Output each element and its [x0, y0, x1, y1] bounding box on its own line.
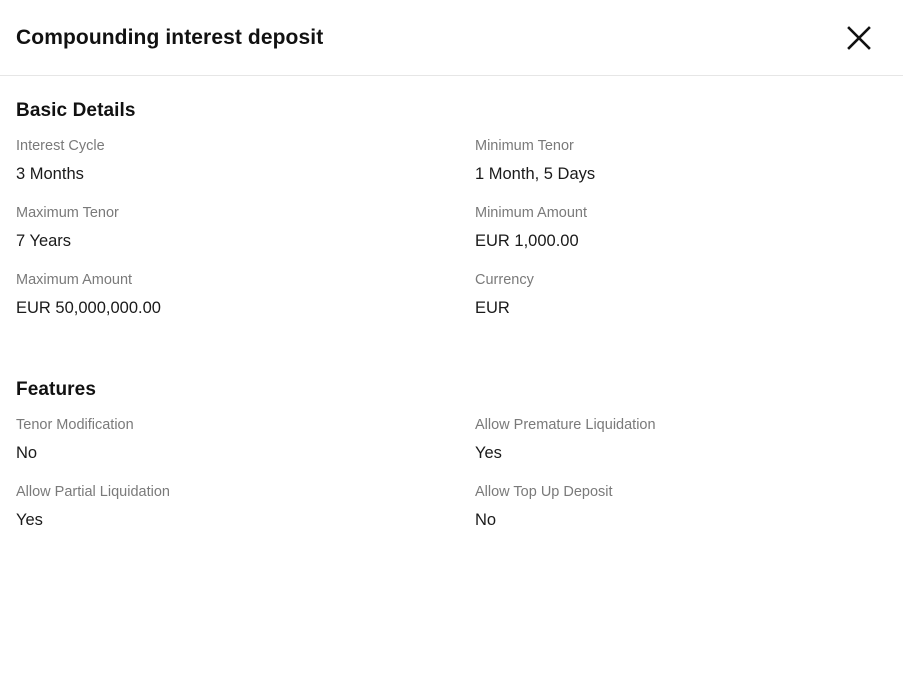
section-basic-details	[16, 100, 887, 337]
close-button[interactable]	[837, 16, 881, 60]
field-value: No	[475, 511, 497, 530]
dialog-body	[0, 76, 903, 690]
field-minimum-amount	[475, 203, 887, 270]
field-value: EUR 1,000.00	[475, 232, 579, 251]
field-label: Interest Cycle	[16, 138, 105, 154]
dialog-header	[0, 0, 903, 76]
field-maximum-tenor	[16, 203, 475, 270]
field-value: No	[16, 444, 38, 463]
field-allow-premature-liquidation	[475, 415, 887, 482]
field-interest-cycle	[16, 136, 475, 203]
field-value: 1 Month, 5 Days	[475, 165, 596, 184]
field-label: Maximum Amount	[16, 272, 133, 289]
field-label: Currency	[475, 272, 534, 289]
field-maximum-amount	[16, 270, 475, 337]
field-allow-top-up-deposit	[475, 482, 887, 549]
section-title-basic-details: Basic Details	[16, 100, 136, 121]
field-value: EUR	[475, 299, 510, 318]
page-title: Compounding interest deposit	[16, 25, 324, 49]
field-grid-features	[16, 415, 887, 549]
section-features	[16, 379, 887, 549]
field-currency	[475, 270, 887, 337]
field-allow-partial-liquidation	[16, 482, 475, 549]
field-label: Maximum Tenor	[16, 205, 119, 222]
close-icon	[845, 24, 873, 52]
field-tenor-modification	[16, 415, 475, 482]
field-minimum-tenor	[475, 136, 887, 203]
field-value: Yes	[16, 511, 43, 530]
field-value: EUR 50,000,000.00	[16, 299, 161, 318]
field-label: Allow Premature Liquidation	[475, 417, 656, 434]
field-grid-basic-details	[16, 136, 887, 337]
field-label: Minimum Amount	[475, 205, 588, 222]
field-value: 3 Months	[16, 165, 84, 184]
field-value: Yes	[475, 444, 502, 463]
field-label: Minimum Tenor	[475, 138, 574, 154]
field-label: Tenor Modification	[16, 417, 134, 434]
field-label: Allow Top Up Deposit	[475, 484, 613, 501]
section-title-features: Features	[16, 379, 97, 401]
field-value: 7 Years	[16, 232, 72, 251]
field-label: Allow Partial Liquidation	[16, 484, 170, 501]
